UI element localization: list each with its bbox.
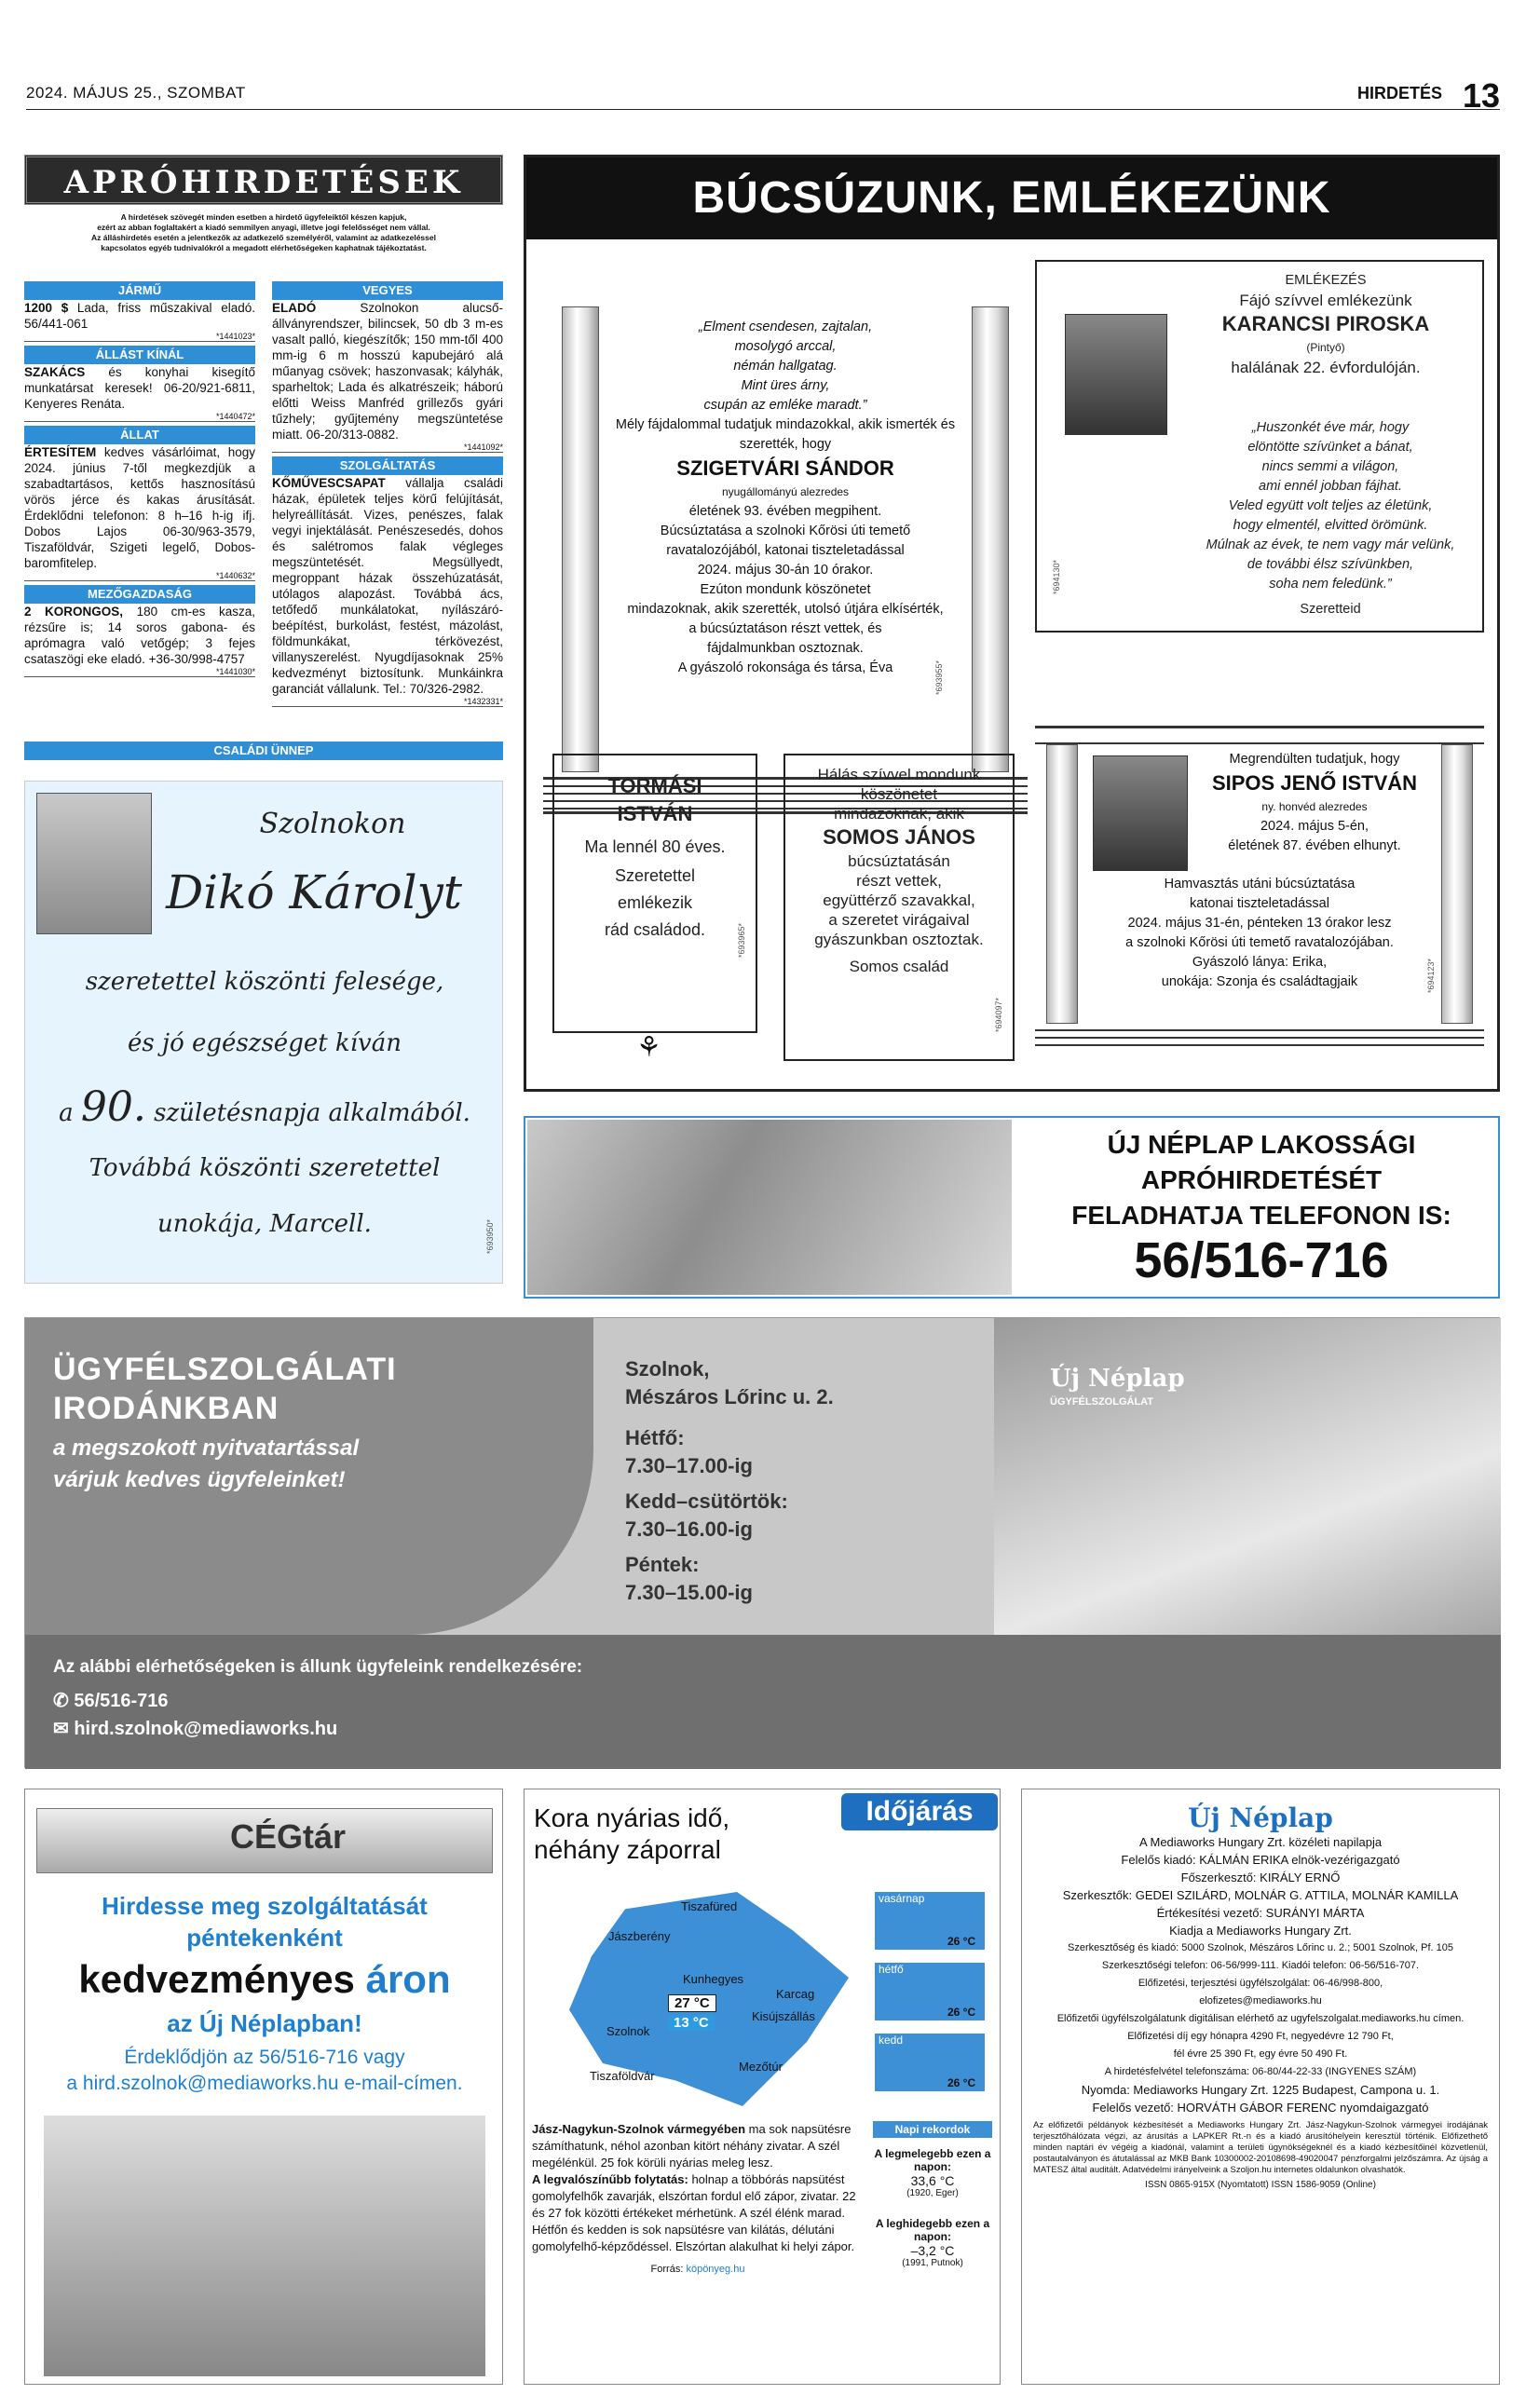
cegtar-logo: CÉGtár [230,1817,347,1856]
text-line: ÜGYFÉLSZOLGÁLAT [1050,1396,1154,1408]
classified-ad [24,444,255,571]
text-line: halálának 22. évfordulóján. [1231,359,1421,376]
text-line: ezért az abban foglaltakért a kiadó semmilyen anyagi, illetve jogi felelősséget nem vállal. [97,223,430,232]
text-line: Szeretteid [1300,602,1361,617]
text-line: a hird.szolnok@mediaworks.hu e-mail-címen. [66,2073,463,2094]
classifieds-right-column [272,281,503,711]
text-line: Lada, friss műszakival eladó. 56/441-061 [24,301,255,331]
ad-code: *694123* [1426,959,1436,994]
text-line: EMLÉKEZÉS [1285,273,1367,288]
text-line: Somos család [849,958,949,975]
page-header [26,76,1500,115]
text-line: együttérző szavakkal, [823,891,975,909]
family-greeting-ad [24,781,503,1284]
text-line: ELADÓ [272,301,317,315]
text-line: Péntek: [625,1553,700,1576]
category-jarmu: JÁRMŰ [24,281,255,300]
greeting-line: unokája, Marcell. [157,1210,372,1238]
text-line: Jász-Nagykun-Szolnok vármegyében [532,2122,746,2136]
obituary-karancsi [1035,260,1484,633]
portrait-photo [1093,755,1188,871]
text-line: Veled együtt volt teljes az életünk, [1228,498,1433,513]
pillar-left [1046,744,1078,1024]
text-line: kedves vásárlóimat, hogy 2024. június 7-től megkezdjük a szabadtartásos, kettős hasznosítású vörös jérce és kakas árusítását. Érdeklődni telefonon: 8 h–16 h-ig ifj. Dobos Lajos 06-30/963-3579, Tiszaföldvár, Szigeti legelő, Dobos-baromfitelep. [24,445,255,570]
text-line: ami ennél jobban fájhat. [1259,479,1402,494]
text-line: 2 KORONGOS, [24,605,124,619]
office-heading: ÜGYFÉLSZOLGÁLATI [53,1352,397,1387]
text-line: Mezőtúr [739,2060,783,2074]
weather-text [532,2121,864,2278]
office-contact-band [25,1635,1501,1769]
text-line: Hálás szívvel mondunk [817,766,981,783]
pillar-left [562,306,599,772]
text-line: SZAKÁCS [24,365,86,379]
text-line: A legmelegebb ezen a napon: [874,2147,991,2173]
category-allast-kinal: ÁLLÁST KÍNÁL [24,346,255,364]
text-line: Hamvasztás utáni búcsúztatása [1164,877,1356,891]
text-line: részt vettek, [856,872,942,890]
weather-headline [534,1803,729,1866]
text-line: 7.30–16.00-ig [625,1517,753,1541]
text-line: mindazoknak, akik [834,805,964,823]
text-line: Szerkesztőség és kiadó: 5000 Szolnok, Mészáros Lőrinc u. 2.; 5001 Szolnok, Pf. 105 [1068,1942,1453,1953]
text-line: 90. [80,1083,146,1131]
text-line: a szolnoki Kőrösi úti temető ravatalozójában. [1125,935,1394,950]
text-line: Kedd–csütörtök: [625,1490,788,1513]
text-line: kapcsolatos egyéb tudnivalókról a megadott elérhetőségeken kaphatnak tájékoztatást. [101,243,427,252]
text-line: Szolnok [606,2024,650,2038]
text-line: A legvalószínűbb folytatás: [532,2172,688,2186]
ad-code: *1432331* [272,697,503,707]
pillar-right [1441,744,1473,1024]
ad-code: *1441023* [24,332,255,342]
text-line: nyugállományú alezredes [721,485,850,498]
text-line: Főszerkesztő: KIRÁLY ERNŐ [1180,1871,1341,1884]
ad-code: *1440472* [24,412,255,422]
phone-ad-heading [1029,1127,1494,1233]
text-line: Ma lennél 80 éves. [584,837,726,856]
imprint-box [1021,1789,1500,2385]
text-line: fél évre 25 390 Ft, egy évre 50 490 Ft. [1173,2048,1348,2060]
obituary-sipos [1035,716,1484,1070]
text-line: 7.30–17.00-ig [625,1454,753,1477]
workers-group-photo [44,2116,485,2376]
text-line: A leghidegebb ezen a napon: [875,2217,990,2243]
text-line: Szolnok, [625,1357,710,1381]
category-csaladi-unnep: CSALÁDI ÜNNEP [24,741,503,760]
text-line: KŐMŰVESCSAPAT [272,476,386,490]
text-line: nincs semmi a világon, [1261,459,1399,474]
text-line: a szeretet virágaival [828,911,970,929]
classified-ad [272,475,503,697]
ad-code: *693955* [934,660,944,696]
text-line: az Új Néplapban! [167,2009,362,2037]
text-line: gyászunkban osztoztak. [814,931,984,948]
text-line: Felelős kiadó: KÁLMÁN ERIKA elnök-vezérigazgató [1121,1853,1400,1867]
category-allat: ÁLLAT [24,426,255,444]
greeting-line: és jó egészséget kíván [128,1029,402,1057]
customer-service-ad [24,1317,1500,1768]
text-line: Szerkesztőségi telefon: 06-56/999-111. Kiadói telefon: 06-56/516-707. [1101,1960,1420,1971]
text-line: Jászberény [608,1929,671,1943]
pillar-right [972,306,1009,772]
text-line: 33,6 °C [910,2173,955,2188]
text-line: Az álláshirdetés esetén a jelentkezők az adatkezelő személyéről, valamint az adatkezeléssel [91,233,436,242]
text-line: hird.szolnok@mediaworks.hu [74,1719,338,1739]
flower-icon: ⚘ [636,1032,661,1063]
text-line: Megrendülten tudatjuk, hogy [1229,752,1400,767]
text-line: hétfő [879,1963,904,1976]
people-with-phones-photo [527,1120,1012,1295]
text-line: Előfizetési díj egy hónapra 4290 Ft, negyedévre 12 790 Ft, [1127,2031,1394,2042]
text-line: Szerkesztők: GEDEI SZILÁRD, MOLNÁR G. ATTILA, MOLNÁR KAMILLA [1062,1888,1459,1902]
text-line: Érdeklődjön az 56/516-716 vagy [124,2047,405,2068]
text-line: Kunhegyes [683,1972,744,1986]
phone-icon: ✆ [53,1691,69,1711]
text-line: TORMÁSI [607,774,702,797]
text-line: 7.30–15.00-ig [625,1581,753,1604]
text-line: némán hallgatag. [733,359,838,374]
text-line: vállalja családi házak, épületek teljes körű felújítását, helyreállítását. Vizes, penészes, falak vegyi injektálását. Penészesedés, dohos és salétromos falak végleges megszüntetését. Megsüllyedt, megroppant házak összehúzatását, utólagos alapozást. Továbbá ács, tetőfedő munkálatokat, nyílászáró-beépítést, burkolást, festést, mázolást, földmunkákat, térkövezést, villanyszerelést. Nyugdíjasoknak 25% kedvezményt biztosítunk. Munkáinkra garanciát vállalunk. Tel.: 70/326-2982. [272,476,503,696]
text-line: 2024. május 5-én, [1260,819,1369,834]
office-phone [53,1689,169,1712]
text-line: ISSN 0865-915X (Nyomtatott) ISSN 1586-9059 (Online) [1145,2180,1376,2190]
text-line: csupán az emléke maradt.” [703,398,867,413]
text-line: Gyászoló lánya: Erika, [1192,955,1328,970]
classified-ad [24,300,255,332]
text-line: köpönyeg.hu [686,2264,745,2275]
text-line: 56/516-716 [74,1691,169,1711]
classifieds-title: APRÓHIRDETÉSEK [24,155,503,205]
text-line: Új Néplap [1050,1365,1185,1393]
greeting-line: Továbbá köszönti szeretettel [89,1154,441,1182]
newspaper-logo: Új Néplap [1188,1803,1333,1833]
text-line: Szolnokon alucső-állványrendszer, bilincsek, 50 db 3 m-es vasalt pallό, kiegészítők; 150 mm-től 400 mm-ig 6 m hosszú kapubejáró alá műanyag csövek; haszonvasak; kályhák, sparheltok; Lada és alkatrészeik; háború előtti Weiss Manfréd grillezős gyári tűzhely; gyűjtemény megszüntetése miatt. 06-20/313-0882. [272,301,503,442]
text-line: áron [365,1957,451,2001]
text-line: mosolygó arccal, [734,339,837,354]
classifieds-block [24,155,503,732]
text-line: Előfizetői ügyfélszolgálatunk digitálisan elérhető az ugyfelszolgalat.mediaworks.hu címen. [1056,2013,1465,2024]
text-line: a [59,1099,74,1127]
greeting-line [25,1083,504,1131]
text-line: 180 cm-es kasza, rézsűre is; 14 soros gabona- és aprómagra való vetőgép; 3 fejes csataszögi eke eladó. +36-30/998-4757 [24,605,255,666]
ad-code: *1440632* [24,571,255,581]
text-line: 1200 $ [24,301,69,315]
text-line: Hirdesse meg szolgáltatását [102,1892,428,1920]
text-line: Kiadja a Mediaworks Hungary Zrt. [1169,1924,1352,1938]
pillar-top [1035,726,1484,744]
text-line: búcsúztatásán [848,852,950,870]
text-line: hogy elmentél, elvitted örömünk. [1233,518,1428,533]
text-line: „Elment csendesen, zajtalan, [698,320,873,334]
deceased-name: SZIGETVÁRI SÁNDOR [676,456,894,480]
text-line: Előfizetési, terjesztési ügyfélszolgálat: 06-46/998-800, [1138,1978,1383,1989]
ad-code: *1441092* [272,442,503,453]
text-line: A hirdetések szövegét minden esetben a hirdető ügyfeleiktől készen kapjuk, [120,212,407,222]
office-heading: IRODÁNKBAN [53,1391,279,1426]
classifieds-left-column [24,281,255,681]
portrait-photo [1065,314,1167,435]
classified-ad [272,300,503,442]
text-line: ÚJ NÉPLAP LAKOSSÁGI [1107,1130,1416,1159]
ad-code: *694097* [994,998,1003,1033]
ad-code: *693965* [737,923,746,959]
obituaries-title: BÚCSÚZUNK, EMLÉKEZÜNK [526,157,1497,239]
text-line: néhány záporral [534,1835,721,1864]
daily-records [873,2121,992,2268]
obituary-somos [783,754,1015,1061]
text-line: rád családod. [604,920,706,939]
text-line: Hétfő: [625,1426,685,1449]
deceased-name: KARANCSI PIROSKA [1221,312,1430,335]
section-name: HIRDETÉS [1356,84,1442,102]
text-line: életének 93. évében megpihent. [688,504,882,519]
text-line: de további élsz szívünkben, [1247,557,1414,572]
classifieds-notice [24,212,503,253]
min-temp: 13 °C [668,2015,715,2031]
text-line: és konyhai kisegítő munkatársat keresek! 06-20/921-6811, Kenyeres Renáta. [24,365,255,411]
classified-ad [24,364,255,412]
text-line: holnap a többórás napsütést gomolyfelhők zavarják, elszórtan fordul elő zápor, zivatar. 22 és 27 fok közötti értékeket mérhetünk. A szél élénk marad. Hétfőn és kedden is sok napsütésre van kilátás, délutáni gomolyfelhő-képződéssel. Elszórtan alakulhat ki helyi zápor. [532,2172,856,2253]
text-line: Ezúton mondunk köszönetet [700,582,871,597]
text-line: köszönetet [860,785,938,803]
pillar-base [1035,1024,1484,1052]
weather-box [524,1789,1001,2385]
text-line: (1920, Eger) [906,2188,959,2198]
text-line: Kora nyárias idő, [534,1803,730,1832]
text-line: Karcag [776,1987,815,2001]
issue-date: 2024. MÁJUS 25., SZOMBAT [26,84,246,102]
text-line: Nyomda: Mediaworks Hungary Zrt. 1225 Budapest, Campona u. 1. [1081,2083,1440,2097]
text-line: Búcsúztatása a szolnoki Kőrösi úti temető [660,524,911,538]
greeting-name: Dikó Károlyt [166,865,462,919]
classified-ad [24,604,255,667]
text-line: Az alábbi elérhetőségeken is állunk ügyfeleink rendelkezésére: [53,1657,583,1677]
ad-code: *693950* [485,1219,495,1255]
text-line: Felelős vezető: HORVÁTH GÁBOR FERENC nyomdaigazgató [1092,2101,1429,2115]
office-hours [625,1355,834,1607]
office-email [53,1717,337,1740]
page-number: 13 [1462,76,1500,115]
phone-ad-number: 56/516-716 [1134,1232,1389,1288]
text-line: Forrás: [650,2264,684,2275]
text-line: 26 °C [947,2076,976,2089]
text-line: a megszokott nyitvatartással [53,1435,360,1461]
deceased-name: SOMOS JÁNOS [823,825,975,849]
portrait-photo [36,793,152,934]
text-line: Mély fájdalommal tudatjuk mindazokkal, akik ismerték és szerették, hogy [615,417,956,452]
text-line: életének 87. évében elhunyt. [1228,838,1401,853]
text-line: születésnapja alkalmából. [154,1099,470,1127]
text-line: „Huszonkét éve már, hogy [1251,420,1410,435]
text-line: vasárnap [879,1892,925,1905]
deceased-name: SIPOS JENŐ ISTVÁN [1211,771,1418,795]
text-line: 2024. május 31-én, pénteken 13 órakor lesz [1127,916,1392,931]
text-line: A gyászoló rokonsága és társa, Éva [677,660,893,675]
text-line: A hirdetésfelvétel telefonszáma: 06-80/44-22-33 (INGYENES SZÁM) [1104,2066,1417,2077]
text-line: unokája: Szonja és családtagjaik [1161,974,1358,989]
text-line: ISTVÁN [617,802,693,825]
text-line: elöntötte szívünket a bánat, [1247,440,1413,455]
text-line: fájdalmunkban osztoznak. [707,641,864,656]
text-line: ma sok napsütésre számíthatunk, néhol azonban kitört néhány zivatar. A szél megélénkül. 25 fok körüli nyárias meleg lesz. [532,2122,852,2170]
text-line: A Mediaworks Hungary Zrt. közéleti napilapja [1138,1835,1383,1849]
text-line: APRÓHIRDETÉSÉT [1140,1165,1383,1194]
greeting-line: Szolnokon [259,808,406,840]
ad-code: *1441030* [24,667,255,677]
text-line: Mészáros Lőrinc u. 2. [625,1385,834,1408]
text-line: (Pintyő) [1306,341,1345,354]
text-line: katonai tiszteletadással [1190,896,1329,911]
text-line: Szeretettel [614,866,696,885]
text-line: mindazoknak, akik szerették, utolsó útjára elkísérték, [627,602,944,617]
imprint-fine-print: Az előfizetői példányok kézbesítését a Mediaworks Hungary Zrt. Jász-Nagykun-Szolnok vármegyei irodájának terjesztőhálózata végzi, az árusítás a LAPKER Rt.-n és a kiadó árusítóhelyein keresztül történik. Előfizethető minden naptári év végéig a kiadónál, valamint a területi ügynökségeknél és a kiadó kézbesítőinél közvetlenül, postautalványon és átutalással az MKB Bank 10300002-20108698-49020047 pénzforgalmi jelzőszámra. Az újság a MATESZ által auditált. Adatvédelmi irányelveink a Szoljon.hu internetes oldalunkon olvashatók. [1033,2120,1488,2175]
obituaries-block [524,155,1500,1092]
text-line: kedvezményes [78,1957,355,2001]
text-line: Tiszaföldvár [590,2069,655,2083]
text-line: 2024. május 30-án 10 órakor. [697,563,874,578]
text-line: FELADHATJA TELEFONON IS: [1071,1201,1451,1230]
text-line: ravatalozójából, katonai tiszteletadással [666,543,905,558]
text-line: soha nem feledünk.” [1269,577,1392,592]
text-line: Értékesítési vezető: SURÁNYI MÁRTA [1156,1906,1365,1920]
text-line: 26 °C [947,1935,976,1948]
phone-classifieds-ad [524,1116,1500,1299]
text-line: Múlnak az évek, te nem vagy már velünk, [1206,537,1455,552]
category-vegyes: VEGYES [272,281,503,300]
text-line: 26 °C [947,2006,976,2019]
cegtar-ad [24,1789,503,2385]
text-line: Kisújszállás [752,2009,815,2023]
mail-icon: ✉ [53,1719,69,1739]
text-line: ÉRTESÍTEM [24,445,97,459]
text-line: elofizetes@mediaworks.hu [1199,1995,1322,2007]
max-temp: 27 °C [668,1994,716,2012]
text-line: Mint üres árny, [741,378,830,393]
text-line: Napi rekordok [873,2121,992,2138]
text-line: péntekenként [186,1924,343,1952]
category-mezogazdasag: MEZŐGAZDASÁG [24,585,255,604]
weather-title: Időjárás [841,1793,998,1830]
text-line: várjuk kedves ügyfeleinket! [53,1467,346,1492]
text-line: a búcsúztatáson részt vettek, és [688,621,882,636]
ad-code: *694130* [1052,560,1061,595]
obituary-tormasi [552,754,757,1033]
text-line: ny. honvéd alezredes [1261,800,1368,813]
text-line: Tiszafüred [681,1899,738,1913]
text-line: –3,2 °C [910,2243,955,2258]
greeting-line: szeretettel köszönti felesége, [85,968,444,996]
category-szolgaltatas: SZOLGÁLTATÁS [272,456,503,475]
text-line: (1991, Putnok) [902,2258,963,2268]
text-line: Fájó szívvel emlékezünk [1239,292,1412,309]
text-line: kedd [879,2034,904,2047]
text-line: emlékezik [617,893,693,912]
